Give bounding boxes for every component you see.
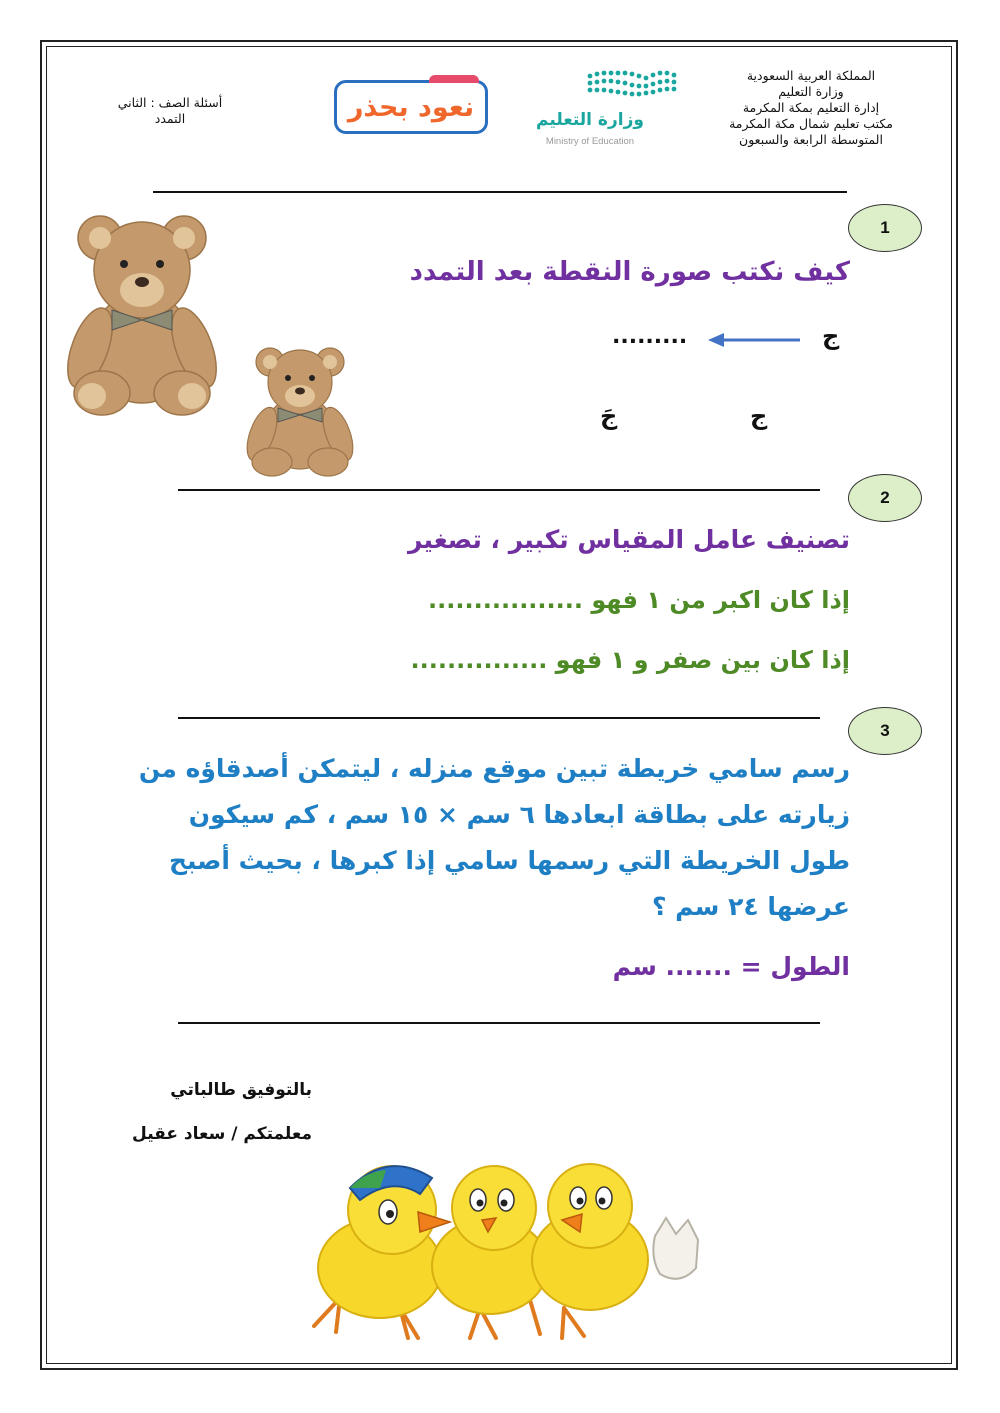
header-line: وزارة التعليم	[778, 84, 844, 99]
header-grade-info	[80, 95, 260, 127]
three-chicks-icon	[300, 1148, 710, 1340]
q3-answer-line: الطول = ....... سم	[612, 952, 850, 981]
q1-title: كيف نكتب صورة النقطة بعد التمدد	[409, 257, 850, 287]
header-line: المملكة العربية السعودية	[746, 68, 876, 83]
footer-wish: بالتوفيق طالباتي	[170, 1080, 312, 1100]
header-school-info	[700, 68, 922, 148]
divider-2	[178, 717, 820, 719]
q3-line: طول الخريطة التي رسمها سامي إذا كبرها ، بحيث أصبح	[168, 846, 850, 875]
ministry-dots-icon	[530, 66, 690, 106]
badge-text: نعود بحذر	[347, 91, 475, 123]
q2-line-enlargement: إذا كان اكبر من ١ فهو .................	[428, 586, 850, 614]
ministry-logo-arabic: وزارة التعليم	[536, 110, 644, 130]
back-safely-badge	[334, 80, 488, 134]
q2-line-reduction: إذا كان بين صفر و ١ فهو ...............	[410, 646, 850, 674]
ministry-logo-english: Ministry of Education	[545, 136, 635, 147]
small-teddy-bear-icon	[240, 338, 360, 478]
q2-title: تصنيف عامل المقياس تكبير ، تصغير	[407, 525, 850, 554]
header-divider	[153, 191, 847, 193]
divider-1	[178, 489, 820, 491]
q1-point-label: ج	[822, 322, 840, 350]
grade-line: أسئلة الصف : الثاني	[117, 95, 223, 110]
header-line: المتوسطة الرابعة والسبعون	[739, 132, 883, 147]
arrow-left-icon	[706, 330, 802, 350]
header-line: إدارة التعليم بمكة المكرمة	[742, 100, 880, 115]
q1-point-image: جَ	[600, 402, 618, 430]
ministry-logo	[530, 66, 690, 152]
q1-point-original: ج	[750, 402, 768, 430]
question-number-3: 3	[848, 707, 922, 755]
topic-line: التمدد	[154, 111, 186, 126]
large-teddy-bear-icon	[62, 198, 222, 418]
badge-mask-icon	[429, 75, 479, 83]
header-line: مكتب تعليم شمال مكة المكرمة	[729, 116, 893, 131]
footer-teacher: معلمتكم / سعاد عقيل	[132, 1124, 312, 1144]
q3-line: رسم سامي خريطة تبين موقع منزله ، ليتمكن أصدقاؤه من	[138, 754, 850, 783]
q3-line: عرضها ٢٤ سم ؟	[651, 892, 850, 921]
divider-3	[178, 1022, 820, 1024]
question-number-1: 1	[848, 204, 922, 252]
question-number-2: 2	[848, 474, 922, 522]
q1-answer-blank: .........	[612, 324, 688, 349]
q3-line: زيارته على بطاقة ابعادها ٦ سم × ١٥ سم ، كم سيكون	[188, 800, 850, 829]
